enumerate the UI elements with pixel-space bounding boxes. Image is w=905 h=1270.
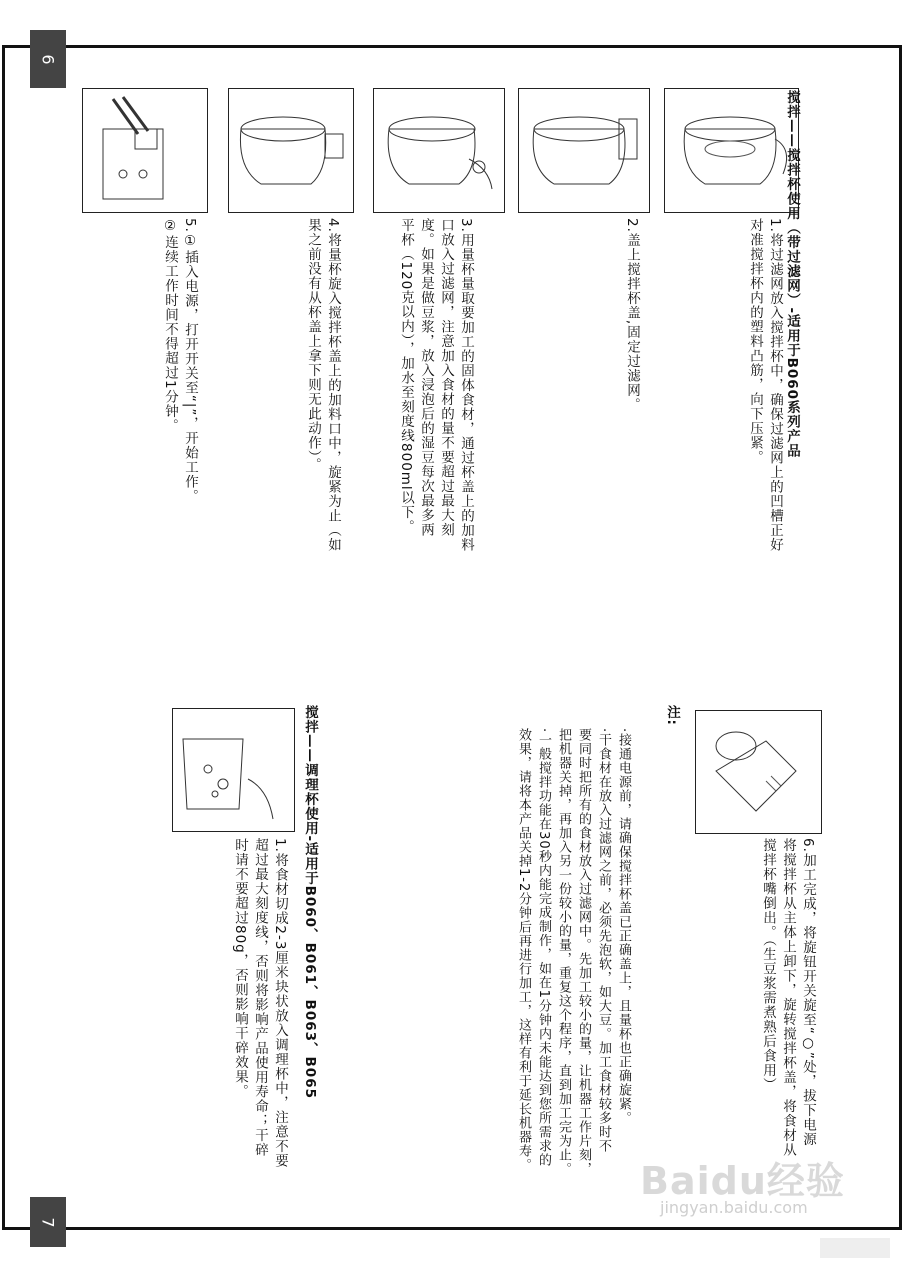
- corner-arrow-icon: [820, 1238, 890, 1258]
- section1-step1: 1.将过滤网放入搅拌杯中，确保过滤网上的凹槽正好 对准搅拌杯内的塑料凸筋，向下压紧。: [747, 218, 783, 552]
- notes-label: 注:: [664, 705, 680, 726]
- section3-step1: 1.将食材切成2-3厘米块状放入调理杯中，注意不要 超过最大刻度线，否则将影响产品使用寿命；干碎 时请不要超过80g，否则影响干碎效果。: [232, 838, 288, 1168]
- section1-step3: 3.用量杯量取要加工的固体食材，通过杯盖上的加料 口放入过滤网，注意加入食材的量不要超过最大刻 度。如果是做豆浆，放入浸泡后的湿豆每次最多两 平杯（120克以内），加水至刻度线800ml以下。: [398, 218, 474, 552]
- power-plug-illustration: [82, 88, 208, 213]
- page-number-bottom: 7: [30, 1197, 66, 1247]
- section1-step4: 4.将量杯旋入搅拌杯盖上的加料口中，旋紧为止（如 果之前没有从杯盖上拿下则无此动作）。: [305, 218, 341, 552]
- section1-step2: 2.盖上搅拌杯盖,固定过滤网。: [624, 218, 640, 413]
- section3-title: 搅拌——调理杯使用-适用于B060、B061、B063、B065: [302, 705, 318, 1099]
- section2-step6: 6.加工完成，将旋钮开关旋至“○”处，拔下电源 将搅拌杯从主体上卸下，旋转搅拌杯盖，将食材从 搅拌杯嘴倒出。（生豆浆需煮熟后食用）: [760, 838, 816, 1157]
- seasoning-cup-illustration: [172, 708, 295, 832]
- page-number-top: 6: [30, 30, 66, 88]
- section1-title: 搅拌——搅拌杯使用（带过滤网）-适用于B060系列产品: [784, 90, 800, 459]
- baidu-watermark-url: jingyan.baidu.com: [660, 1198, 808, 1217]
- measuring-cup-add-illustration: [373, 88, 505, 213]
- notes-list: ·接通电源前，请确保搅拌杯盖已正确盖上，且量杯也正确旋紧。 ·干食材在放入过滤网之前，必须先泡软，如大豆。加工食材较多时不 要同时把所有的食材放入过滤网中。先加工较小的量，让机器工作片刻， 把机器关掉，再加入另一份较小的量，重复这个程序，直到加工完为止。 ·一般搅拌功能在30秒内能完成制作，如在1分钟内未能达到您所需求的 效果，请将本产品关掉1-2分钟后再进行加工，这样有利于延长机器寿。: [516, 728, 631, 1176]
- blender-measuring-cup-illustration: [228, 88, 354, 213]
- blender-filter-insert-illustration: [664, 88, 799, 213]
- blender-lid-illustration: [518, 88, 650, 213]
- section1-step5: 5.①插入电源，打开开关至“|”，开始工作。 ②连续工作时间不得超过1分钟。: [162, 218, 198, 504]
- baidu-watermark-logo: Baidu经验: [640, 1159, 845, 1203]
- pouring-blender-illustration: [695, 710, 822, 834]
